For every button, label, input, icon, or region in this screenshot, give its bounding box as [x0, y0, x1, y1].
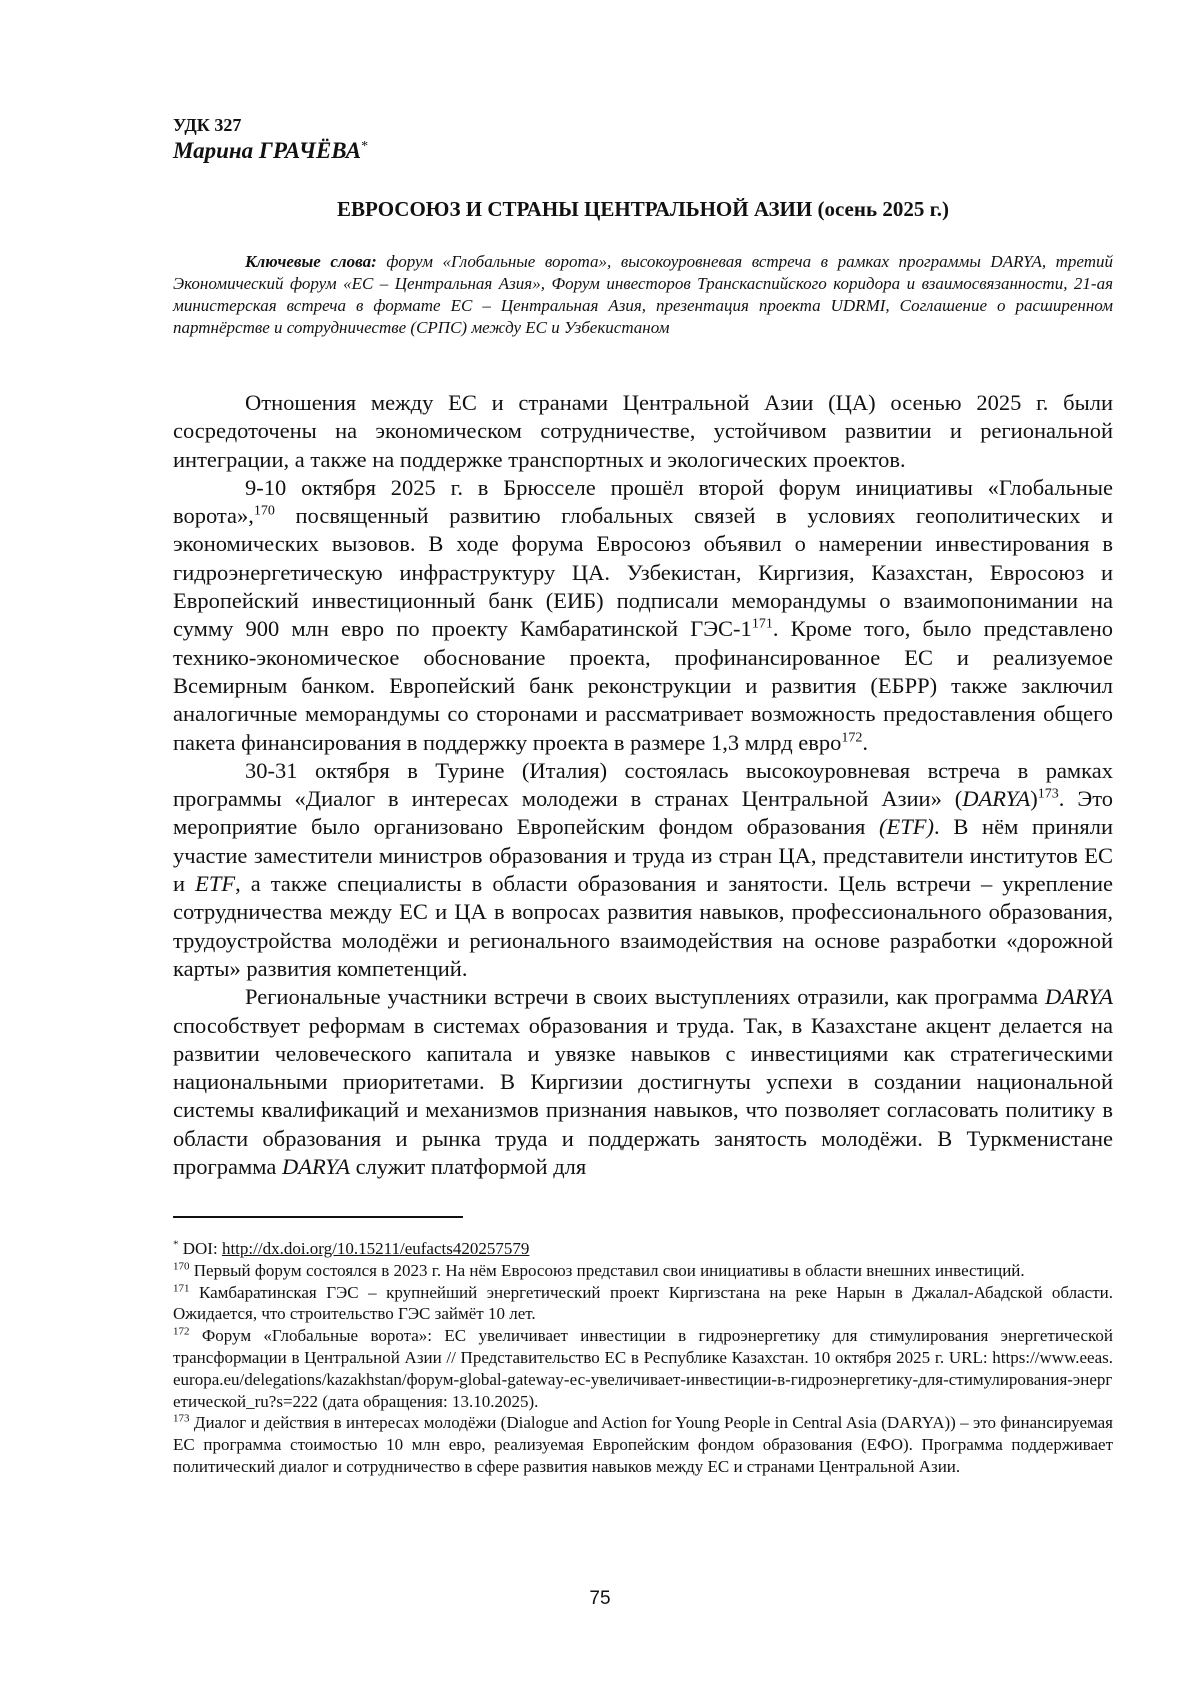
footnote-mark: 172 — [173, 1325, 190, 1338]
footnote-ref-172[interactable]: 172 — [841, 730, 863, 746]
darya-italic: DARYA — [962, 786, 1031, 812]
footnote-mark: * — [173, 1238, 179, 1251]
footnote-doi — [173, 1238, 1113, 1260]
paragraph-3-text-c: . Это мероприятие было организовано Европейским фондом образования — [173, 786, 1113, 840]
paragraph-2-text-a: 9-10 октября 2025 г. в Брюсселе прошёл второй форум инициативы «Глобальные ворота», — [173, 474, 1113, 529]
article-title: ЕВРОСОЮЗ И СТРАНЫ ЦЕНТРАЛЬНОЙ АЗИИ (осень 2025 г.) — [337, 197, 949, 221]
footnote-mark: 171 — [173, 1281, 190, 1294]
footnote-ref-170[interactable]: 170 — [253, 503, 275, 519]
paragraph-2 — [173, 474, 1113, 757]
paragraph-3-text-e: , а также специалисты в области образования и занятости. Цель встречи – укрепление сотрудничества между ЕС и ЦА в вопросах развития навыков, профессионального образования, трудоустройства молодёжи и регионального взаимодействия на основе разработки «дорожной карты» развития компетенций. — [173, 871, 1113, 981]
keywords-label: Ключевые слова: — [245, 252, 377, 271]
udk-code: УДК 327 — [173, 115, 242, 135]
footnote-mark: 173 — [173, 1412, 190, 1425]
footnote-text: Диалог и действия в интересах молодёжи (Dialogue and Action for Young People in Central Asia (DARYA)) – это финансируемая ЕС программа стоимостью 10 млн евро, реализуемая Европейским фондом образования (ЕФО). Программа поддерживает политический диалог и сотрудничество в сфере развития навыков между ЕС и странами Центральной Азии. — [173, 1413, 1113, 1476]
paragraph-3-text-d: . В нём приняли участие заместители министров образования и труда из стран ЦА, представители институтов ЕС и — [173, 814, 1113, 897]
author-name — [173, 137, 368, 165]
paragraph-1: Отношения между ЕС и странами Центральной Азии (ЦА) осенью 2025 г. были сосредоточены на экономическом сотрудничестве, устойчивом развитии и региональной интеграции, а также на поддержке транспортных и экологических проектов. — [173, 390, 1113, 472]
footnote-text-tail: (дата обращения: 13.10.2025). — [318, 1391, 539, 1411]
footnote-ref-173[interactable]: 173 — [1037, 786, 1059, 802]
footnote-separator — [173, 1216, 463, 1218]
paragraph-4-text-a: Региональные участники встречи в своих выступлениях отразили, как программа — [245, 984, 1045, 1010]
author-text: Марина ГРАЧЁВА — [173, 138, 362, 163]
paragraph-4-text-c: служит платформой для — [349, 1154, 587, 1180]
footnote-173 — [173, 1412, 1113, 1477]
keywords-text: форум «Глобальные ворота», высокоуровневая встреча в рамках программы DARYA, третий Экономический форум «ЕС – Центральная Азия», Форум инвесторов Транскаспийского коридора и взаимосвязанности, 21-ая министерская встреча в формате ЕС – Центральная Азия, презентация проекта UDRMI, Соглашение о расширенном партнёрстве и сотрудничестве (СРПС) между ЕС и Узбекистаном — [173, 252, 1113, 337]
paragraph-3-text-a: 30-31 октября в Турине (Италия) состоялась высокоуровневая встреча в рамках программы «Диалог в интересах молодежи в странах Центральной Азии» ( — [173, 757, 1113, 812]
doi-label: DOI: — [178, 1239, 222, 1258]
footnote-text: Камбаратинская ГЭС – крупнейший энергетический проект Киргизстана на реке Нарын в Джалал-Абадской области. Ожидается, что строительство ГЭС займёт 10 лет. — [173, 1282, 1113, 1324]
footnote-text: Первый форум состоялся в 2023 г. На нём Евросоюз представил свои инициативы в области внешних инвестиций. — [189, 1260, 1025, 1280]
footnote-170 — [173, 1260, 1113, 1282]
footnote-ref-171[interactable]: 171 — [751, 616, 773, 632]
paragraph-3-text-b: ) — [1030, 786, 1038, 812]
paragraph-2-text-d: . — [862, 729, 869, 755]
keywords-block — [173, 251, 1113, 339]
footnotes — [173, 1238, 1113, 1478]
etf-italic-2: ETF — [195, 871, 236, 897]
paragraph-2-text-c: . Кроме того, было представлено технико-экономическое обоснование проекта, профинансированное ЕС и реализуемое Всемирным банком. Европейский банк реконструкции и развития (ЕБРР) также заключил аналогичные меморандумы со сторонами и рассматривает возможность предоставления общего пакета финансирования в поддержку проекта в размере 1,3 млрд евро — [173, 616, 1113, 755]
darya-italic: DARYA — [1044, 984, 1113, 1010]
page-number: 75 — [589, 1588, 611, 1609]
paragraph-2-text-b: посвященный развитию глобальных связей в условиях геополитических и экономических вызовов. В ходе форума Евросоюз объявил о намерении инвестирования в гидроэнергетическую инфраструктуру ЦА. Узбекистан, Киргизия, Казахстан, Евросоюз и Европейский инвестиционный банк (ЕИБ) подписали меморандумы о взаимопонимании на сумму 900 млн евро по проекту Камбаратинской ГЭС-1 — [173, 503, 1113, 642]
footnote-url[interactable]: https://www.eeas.europa.eu/delegations/kazakhstan/форум-global-gateway-ес-увеличивает-инвестиции-в-гидроэнергетику-для-стимулирования-энергетической_ru?s=222 — [173, 1347, 1113, 1411]
etf-italic: (ETF) — [879, 814, 935, 840]
author-footnote-mark[interactable]: * — [361, 139, 369, 154]
footnote-172 — [173, 1325, 1113, 1412]
footnote-171 — [173, 1282, 1113, 1326]
darya-italic-2: DARYA — [281, 1154, 350, 1180]
paragraph-4 — [173, 983, 1113, 1181]
paragraph-3 — [173, 757, 1113, 983]
article-body — [173, 389, 1113, 1181]
footnote-mark: 170 — [173, 1260, 190, 1273]
footnote-text: Форум «Глобальные ворота»: ЕС увеличивает инвестиции в гидроэнергетику для стимулирования энергетической трансформации в Центральной Азии // Представительство ЕС в Республике Казахстан. 10 октября 2025 г. URL: — [173, 1326, 1113, 1367]
paragraph-4-text-b: способствует реформам в системах образования и труда. Так, в Казахстане акцент делается на развитии человеческого капитала и увязке навыков с инвестициями как стратегическими национальными приоритетами. В Киргизии достигнуты успехи в создании национальной системы квалификаций и механизмов признания навыков, что позволяет согласовать политику в области образования и рынка труда и поддержать занятость молодёжи. В Туркменистане программа — [173, 1012, 1113, 1180]
doi-link[interactable]: http://dx.doi.org/10.15211/eufacts420257579 — [221, 1239, 530, 1258]
